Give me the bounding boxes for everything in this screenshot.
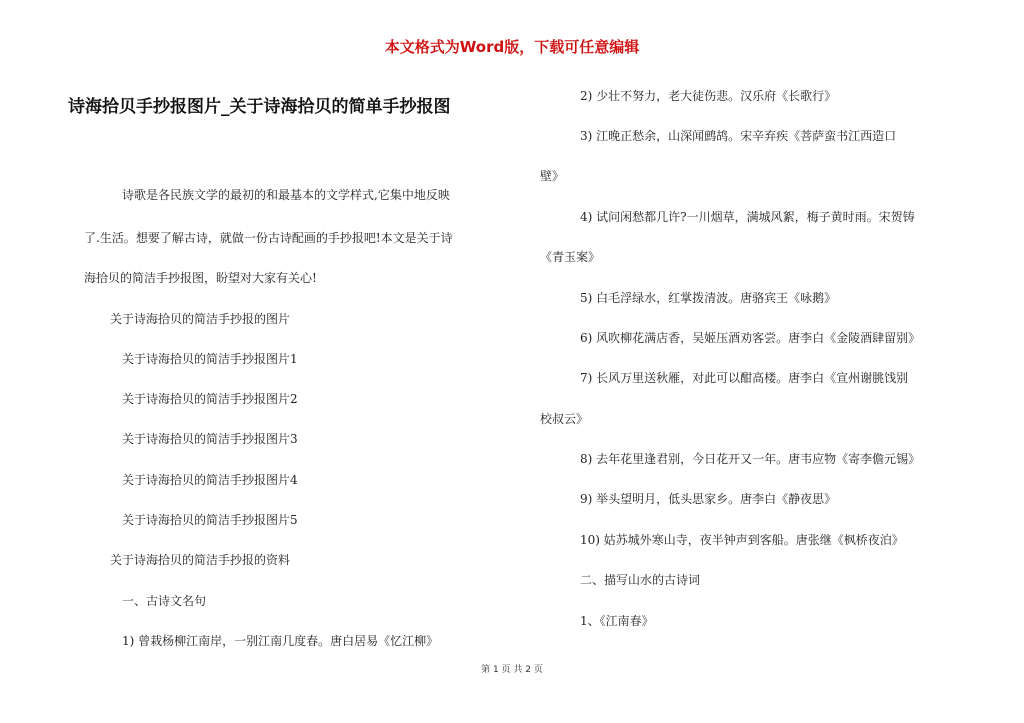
- paragraph-line: 海拾贝的简洁手抄报图，盼望对大家有关心!: [84, 271, 317, 285]
- poem-line: 5) 白毛浮绿水，红掌拨清波。唐骆宾王《咏鹅》: [580, 291, 837, 305]
- section-heading: 关于诗海拾贝的简洁手抄报的资料: [110, 553, 291, 567]
- poem-line: 7) 长风万里送秋雁，对此可以酣高楼。唐李白《宣州谢朓饯别: [580, 371, 909, 385]
- poem-line: 1) 曾栽杨柳江南岸，一别江南几度春。唐白居易《忆江柳》: [122, 634, 439, 648]
- poem-line: 壁》: [540, 169, 565, 183]
- image-caption: 关于诗海拾贝的简洁手抄报图片4: [122, 473, 298, 487]
- poem-line: 8) 去年花里逢君别，今日花开又一年。唐韦应物《寄李儋元锡》: [580, 452, 921, 466]
- paragraph-line: 了.生活。想要了解古诗，就做一份古诗配画的手抄报吧!本文是关于诗: [84, 231, 453, 245]
- section-heading: 一、古诗文名句: [122, 594, 207, 608]
- poem-line: 10) 姑苏城外寒山寺，夜半钟声到客船。唐张继《枫桥夜泊》: [580, 533, 904, 547]
- poem-line: 4) 试问闲愁都几许?一川烟草，满城风絮，梅子黄时雨。宋贺铸: [580, 210, 915, 224]
- image-caption: 关于诗海拾贝的简洁手抄报图片5: [122, 513, 298, 527]
- section-heading: 关于诗海拾贝的简洁手抄报的图片: [110, 312, 291, 326]
- poem-title: 1、《江南春》: [580, 614, 654, 628]
- section-heading: 二、描写山水的古诗词: [580, 573, 701, 587]
- poem-line: 2) 少壮不努力，老大徒伤悲。汉乐府《长歌行》: [580, 89, 837, 103]
- document-title: 诗海拾贝手抄报图片_关于诗海拾贝的简单手抄报图: [68, 97, 451, 117]
- paragraph-line: 诗歌是各民族文学的最初的和最基本的文学样式,它集中地反映: [122, 188, 450, 202]
- image-caption: 关于诗海拾贝的简洁手抄报图片3: [122, 432, 298, 446]
- poem-line: 校叔云》: [540, 412, 589, 426]
- image-caption: 关于诗海拾贝的简洁手抄报图片1: [122, 352, 298, 366]
- poem-line: 9) 举头望明月，低头思家乡。唐李白《静夜思》: [580, 492, 837, 506]
- image-caption: 关于诗海拾贝的简洁手抄报图片2: [122, 392, 298, 406]
- poem-line: 6) 风吹柳花满店香，吴姬压酒劝客尝。唐李白《金陵酒肆留别》: [580, 331, 921, 345]
- poem-line: 3) 江晚正愁余，山深闻鹧鸪。宋辛弃疾《菩萨蛮书江西造口: [580, 129, 897, 143]
- word-format-banner: 本文格式为Word版，下载可任意编辑: [384, 38, 640, 56]
- poem-line: 《青玉案》: [540, 250, 601, 264]
- page-number-footer: 第 1 页 共 2 页: [481, 665, 543, 675]
